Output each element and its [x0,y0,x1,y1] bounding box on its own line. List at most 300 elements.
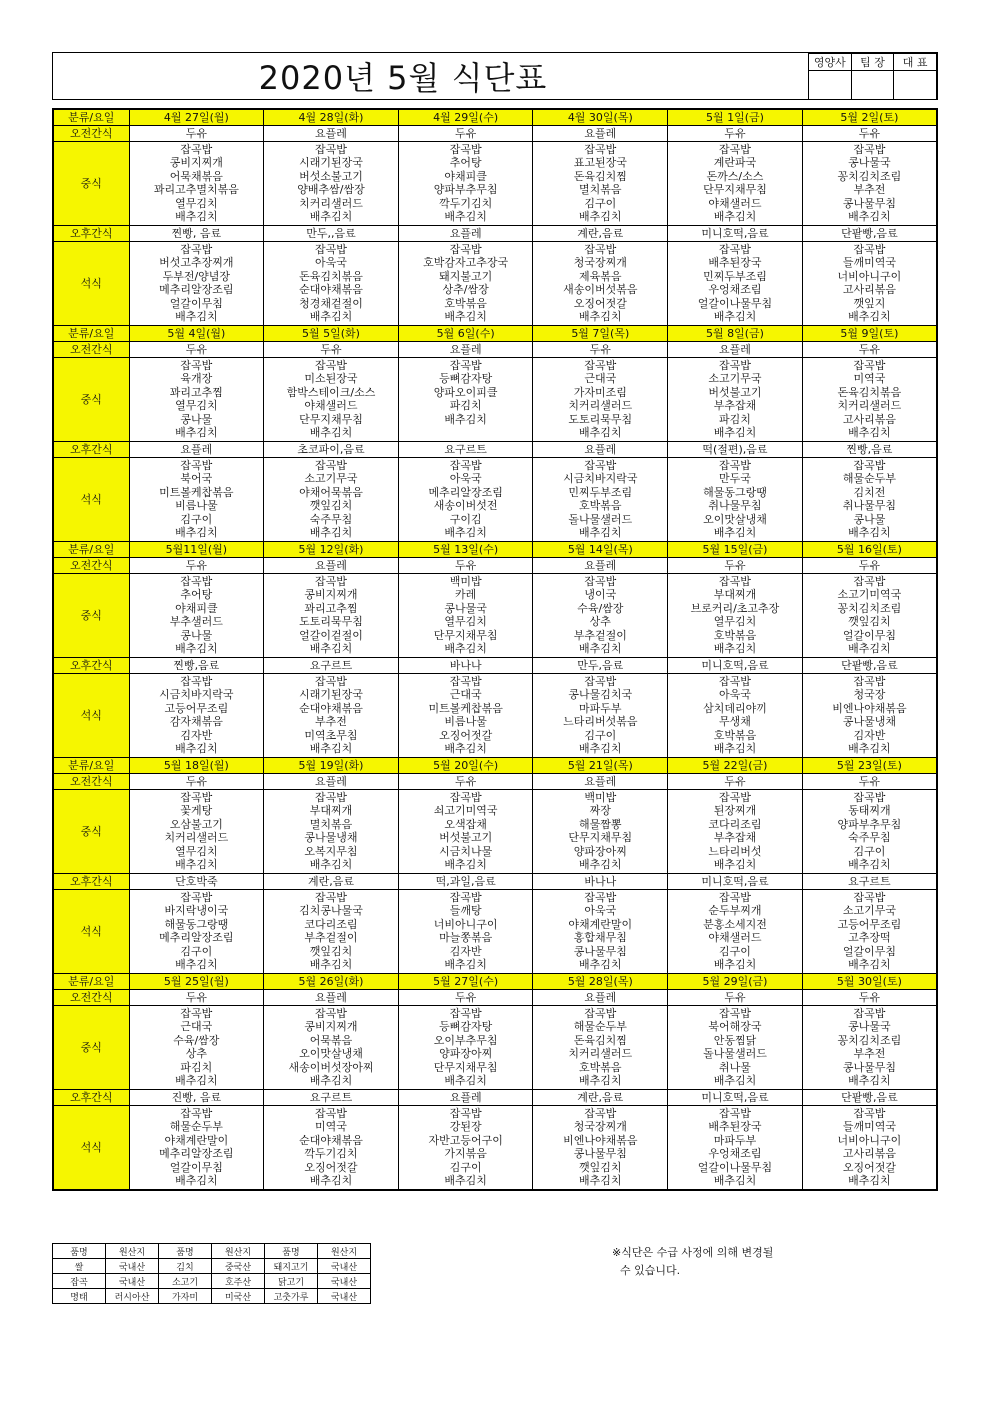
menu-item: 잡곡밥 [853,891,886,904]
menu-item: 아욱국 [584,904,617,918]
menu-item: 열무김치 [175,399,218,413]
menu-item: 잡곡밥 [853,359,886,372]
snack-cell: 두유 [129,774,264,790]
menu-item: 시금치바지락국 [159,688,234,702]
menu-item: 숙주무침 [309,512,353,526]
menu-item: 배추김치 [309,741,353,755]
day-header: 5월 29일(금) [668,974,803,990]
menu-item: 느타리버섯볶음 [563,715,638,729]
menu-item: 배추김치 [713,957,757,971]
menu-item: 고추장떡 [848,931,891,945]
week-header-row [53,326,937,342]
snack-cell: 요구르트 [264,1090,399,1106]
meal-cell [802,142,937,226]
menu-item: 배추김치 [444,1173,487,1187]
meal-cell [668,890,803,974]
menu-item: 꽈리고추찜 [304,601,358,615]
menu-item: 부추샐러드 [169,615,223,629]
meal-cell [802,574,937,658]
menu-item: 돈육김치볶음 [299,269,363,283]
menu-item: 민찌두부조림 [703,269,767,283]
menu-item: 꽁치김치조림 [837,169,902,183]
menu-item: 마파두부 [579,701,622,715]
am-snack-label: 오전간식 [53,990,129,1006]
menu-item: 배추김치 [848,741,891,755]
menu-item: 너비아니구이 [837,1133,902,1147]
menu-item: 파김치 [180,1060,213,1074]
am-snack-row [53,342,937,358]
menu-item: 잡곡밥 [584,359,617,372]
origin-cell: 국내산 [106,1274,159,1289]
menu-item: 시금치나물 [439,844,493,858]
origin-cell: 미국산 [212,1289,265,1304]
menu-item: 미역국 [853,372,886,386]
snack-cell: 두유 [398,558,533,574]
menu-item: 꽁치김치조림 [837,1033,902,1047]
menu-item: 야채샐러드 [304,399,358,413]
menu-item: 잡곡밥 [315,675,347,688]
menu-table [52,108,938,1191]
menu-item: 새송이버섯볶음 [563,283,638,297]
origin-row [53,1259,371,1274]
menu-item: 버섯불고기 [439,831,493,845]
snack-cell: 요플레 [398,1090,533,1106]
menu-item: 배추김치 [309,857,353,871]
menu-item: 해물동그랑땡 [164,917,229,931]
snack-cell: 바나나 [398,658,533,674]
origin-cell: 가자미 [159,1289,212,1304]
menu-item: 깻잎김치 [848,615,891,629]
origin-header-cell: 품명 [159,1244,212,1259]
meal-cell [398,790,533,874]
menu-item: 열무김치 [444,615,487,629]
menu-item: 등뼈감자탕 [439,372,493,386]
meal-cell [668,242,803,326]
menu-item: 청국장 [853,688,886,702]
menu-item: 양파장아찌 [439,1047,493,1061]
menu-item: 단무지채무침 [568,831,633,845]
menu-item: 미트볼케찹볶음 [428,701,503,715]
meal-cell [668,458,803,542]
menu-item: 근대국 [180,1020,213,1034]
menu-item: 수육/쌈장 [577,601,624,615]
menu-item: 배추김치 [444,1073,487,1087]
menu-item: 돈까스/소스 [706,169,764,183]
meal-cell [802,890,937,974]
menu-item: 계란파국 [713,156,757,170]
menu-item: 배추김치 [175,525,218,539]
meal-cell [802,1006,937,1090]
meal-cell [264,1106,399,1191]
snack-cell: 계란,음료 [533,1090,668,1106]
menu-item: 돈육김치찜 [573,169,627,183]
menu-item: 파김치 [449,399,482,413]
menu-item: 잡곡밥 [853,1107,886,1120]
snack-cell: 두유 [129,126,264,142]
snack-cell: 계란,음료 [264,874,399,890]
menu-item: 열무김치 [175,196,218,210]
menu-item: 깻잎김치 [309,944,353,958]
menu-item: 배추김치 [579,209,622,223]
lunch-row [53,574,937,658]
meal-cell [802,458,937,542]
menu-item: 부추잡채 [713,831,757,845]
day-header: 5월 15일(금) [668,542,803,558]
category-label: 분류/요일 [53,758,129,774]
meal-cell [533,142,668,226]
pm-snack-label: 오후간식 [53,874,129,890]
menu-item: 상추/쌈장 [442,283,489,297]
menu-item: 잡곡밥 [853,143,886,156]
menu-item: 소고기무국 [304,472,358,486]
meal-cell [398,1006,533,1090]
menu-item: 고등어무조림 [164,701,229,715]
menu-item: 배추김치 [579,641,622,655]
menu-item: 가자미조림 [573,385,627,399]
menu-item: 배추김치 [713,425,757,439]
menu-item: 배추김치 [444,525,487,539]
menu-item: 돌나물샐러드 [703,1047,767,1061]
menu-item: 김치콩나물국 [299,904,363,918]
menu-item: 김구이 [584,196,617,210]
snack-cell: 두유 [668,774,803,790]
origin-header-row [53,1244,371,1259]
menu-item: 배추김치 [713,857,757,871]
menu-item: 미트볼케찹볶음 [159,485,234,499]
meal-cell [129,574,264,658]
menu-item: 홍합채무침 [573,931,627,945]
menu-item: 배추김치 [579,1173,622,1187]
meal-cell [398,458,533,542]
menu-item: 배추김치 [175,425,218,439]
snack-cell: 만두,음료 [533,658,668,674]
menu-item: 순대야채볶음 [299,1133,363,1147]
origin-cell: 호주산 [212,1274,265,1289]
menu-item: 부추잡채 [713,399,757,413]
menu-item: 야채샐러드 [708,196,762,210]
day-header: 5월 12일(화) [264,542,399,558]
origin-cell: 쌀 [53,1259,106,1274]
menu-item: 배추김치 [444,412,487,426]
day-header: 5월 28일(목) [533,974,668,990]
menu-item: 마파두부 [713,1133,757,1147]
origin-cell: 중국산 [212,1259,265,1274]
menu-item: 콩나물무침 [573,1147,627,1161]
meal-cell [129,142,264,226]
menu-item: 소고기미역국 [837,588,902,602]
menu-item: 호박볶음 [713,728,757,742]
menu-item: 오징어젓갈 [304,1160,358,1174]
menu-item: 배추김치 [309,957,353,971]
day-header: 5월 13일(수) [398,542,533,558]
menu-item: 잡곡밥 [180,143,213,156]
menu-item: 북어국 [180,472,213,486]
day-header: 5월 14일(목) [533,542,668,558]
menu-item: 야채샐러드 [708,931,762,945]
menu-item: 잡곡밥 [853,575,886,588]
menu-item: 잡곡밥 [180,575,213,588]
menu-item: 된장찌개 [713,804,757,818]
menu-item: 메추리알장조림 [428,485,503,499]
menu-item: 청국장찌개 [573,1120,627,1134]
meal-cell [264,1006,399,1090]
menu-item: 콩나물무침 [842,1060,896,1074]
day-header: 4월 30일(목) [533,109,668,126]
menu-item: 콩나물냉채 [304,831,358,845]
menu-item: 너비아니구이 [433,917,498,931]
menu-item: 잡곡밥 [719,891,751,904]
week-header-row [53,542,937,558]
meal-cell [398,358,533,442]
menu-item: 단무지채무침 [703,183,767,197]
menu-item: 동태찌개 [848,804,891,818]
menu-item: 양파오이피클 [433,385,498,399]
menu-item: 김구이 [853,844,886,858]
menu-item: 양파장아찌 [573,844,627,858]
menu-item: 김구이 [449,1160,482,1174]
menu-item: 코다리조림 [304,917,358,931]
menu-item: 깍두기김치 [304,1147,358,1161]
menu-item: 순대야채볶음 [299,283,363,297]
menu-item: 쇠고기미역국 [433,804,498,818]
menu-item: 새송이버섯전 [433,499,498,513]
menu-item: 야채계란말이 [164,1133,229,1147]
lunch-label: 중식 [53,358,129,442]
menu-item: 얼갈이무침 [842,628,896,642]
day-header: 5월 16일(토) [802,542,937,558]
menu-item: 구이김 [449,512,482,526]
menu-item: 들깨탕 [449,904,482,918]
menu-item: 꽃게탕 [180,804,213,818]
menu-item: 상추 [589,615,611,629]
menu-item: 배추김치 [579,857,622,871]
dinner-label: 석식 [53,674,129,758]
day-header: 5월 9일(토) [802,326,937,342]
snack-cell: 두유 [129,558,264,574]
menu-item: 고사리볶음 [842,412,896,426]
snack-cell: 요플레 [264,126,399,142]
menu-item: 얼갈이나물무침 [697,296,773,310]
menu-item: 잡곡밥 [180,1107,213,1120]
menu-item: 고사리볶음 [842,1147,896,1161]
menu-item: 치커리샐러드 [568,399,633,413]
menu-item: 버섯소불고기 [299,169,363,183]
menu-item: 깻잎김치 [579,1160,622,1174]
approval-sign-dietitian [809,71,852,100]
menu-item: 잡곡밥 [449,891,482,904]
menu-item: 강된장 [449,1120,482,1134]
menu-item: 들깨미역국 [842,256,896,270]
menu-item: 배추김치 [444,957,487,971]
snack-cell: 요플레 [533,990,668,1006]
menu-item: 느타리버섯 [708,844,762,858]
meal-cell [129,1106,264,1191]
menu-item: 해물동그랑땡 [703,485,767,499]
snack-cell: 미니호떡,음료 [668,226,803,242]
menu-item: 치커리샐러드 [299,196,363,210]
snack-cell: 떡,과일,음료 [398,874,533,890]
day-header: 5월 27일(수) [398,974,533,990]
menu-item: 감자채볶음 [169,715,223,729]
snack-cell: 두유 [802,990,937,1006]
menu-item: 잡곡밥 [853,675,886,688]
menu-item: 파김치 [719,412,751,426]
menu-item: 아욱국 [449,472,482,486]
menu-item: 잡곡밥 [719,675,751,688]
am-snack-label: 오전간식 [53,774,129,790]
snack-cell: 요플레 [264,558,399,574]
menu-item: 잡곡밥 [719,1007,751,1020]
menu-item: 미역초무침 [304,728,358,742]
menu-item: 배추김치 [175,209,218,223]
am-snack-row [53,126,937,142]
menu-item: 잡곡밥 [449,791,482,804]
menu-item: 콩나물무침 [842,196,896,210]
menu-item: 브로커리/초고추장 [690,601,780,615]
meal-cell [668,574,803,658]
am-snack-label: 오전간식 [53,126,129,142]
menu-item: 잡곡밥 [719,243,751,256]
menu-item: 배추김치 [848,425,891,439]
menu-item: 잡곡밥 [449,143,482,156]
meal-cell [668,1106,803,1191]
menu-item: 백미밥 [584,791,617,804]
menu-item: 카레 [455,588,477,602]
approval-label-ceo: 대 표 [894,54,937,71]
day-header: 4월 27일(월) [129,109,264,126]
menu-item: 잡곡밥 [449,243,482,256]
approval-label-dietitian: 영양사 [809,54,852,71]
menu-item: 잡곡밥 [719,143,751,156]
meal-cell [129,358,264,442]
day-header: 5월 19일(화) [264,758,399,774]
snack-cell: 요플레 [668,342,803,358]
menu-item: 오징어젓갈 [573,296,627,310]
week-header-row [53,974,937,990]
menu-item: 바지락냉이국 [164,904,229,918]
menu-item: 잡곡밥 [315,791,347,804]
origin-cell: 국내산 [106,1259,159,1274]
lunch-label: 중식 [53,1006,129,1090]
origin-table [52,1243,371,1304]
menu-item: 깻잎지 [853,296,886,310]
dinner-label: 석식 [53,458,129,542]
menu-item: 잡곡밥 [584,675,617,688]
menu-item: 콩비지찌개 [304,588,358,602]
approval-sign-ceo [894,71,937,100]
origin-cell: 고춧가루 [265,1289,318,1304]
menu-item: 호박볶음 [713,628,757,642]
approval-table [808,53,937,100]
lunch-row [53,790,937,874]
meal-cell [668,1006,803,1090]
menu-item: 호박볶음 [579,1060,622,1074]
menu-item: 얼갈이무침 [169,1160,223,1174]
menu-item: 취나물무침 [708,499,762,513]
snack-cell: 미니호떡,음료 [668,1090,803,1106]
category-label: 분류/요일 [53,326,129,342]
lunch-row [53,142,937,226]
day-header: 5월 7일(목) [533,326,668,342]
meal-cell [129,790,264,874]
menu-item: 해물순두부 [573,1020,627,1034]
snack-cell: 찐빵,음료 [802,442,937,458]
meal-cell [264,142,399,226]
menu-item: 얼갈이나물무침 [697,1160,773,1174]
day-header: 5월 21일(목) [533,758,668,774]
menu-item: 비엔나야채볶음 [832,701,907,715]
menu-item: 버섯불고기 [708,385,762,399]
menu-item: 김자반 [449,944,482,958]
day-header: 5월11일(월) [129,542,264,558]
day-header: 5월 22일(금) [668,758,803,774]
menu-item: 부추전 [853,1047,886,1061]
menu-item: 소고기무국 [842,904,896,918]
menu-item: 양파부추무침 [433,183,498,197]
menu-item: 꽈리고추찜 [169,385,223,399]
pm-snack-row [53,1090,937,1106]
menu-item: 배추김치 [848,525,891,539]
menu-item: 잡곡밥 [315,1107,347,1120]
menu-item: 배추김치 [579,425,622,439]
menu-item: 오징어젓갈 [439,728,493,742]
menu-item: 콩나물국 [444,601,487,615]
menu-item: 아욱국 [719,688,751,702]
snack-cell: 계란,음료 [533,226,668,242]
menu-item: 잡곡밥 [719,1107,751,1120]
origin-header-cell: 품명 [265,1244,318,1259]
meal-cell [802,242,937,326]
meal-cell [129,674,264,758]
menu-item: 배추김치 [713,1173,757,1187]
meal-cell [533,1106,668,1191]
menu-item: 비엔나야채볶음 [563,1133,638,1147]
notice-line: ※식단은 수급 사정에 의해 변경될 [612,1246,774,1259]
snack-cell: 단팥빵,음료 [802,658,937,674]
am-snack-row [53,990,937,1006]
menu-item: 추어탕 [180,588,213,602]
page-title: 2020년 5월 식단표 [258,59,548,97]
menu-item: 배추김치 [309,209,353,223]
menu-item: 배추김치 [848,957,891,971]
menu-item: 배추김치 [175,741,218,755]
menu-item: 잡곡밥 [180,243,213,256]
origin-header-cell: 품명 [53,1244,106,1259]
meal-cell [129,1006,264,1090]
menu-item: 시래기된장국 [299,156,363,170]
menu-item: 잡곡밥 [584,459,617,472]
category-label: 분류/요일 [53,974,129,990]
menu-item: 깍두기김치 [439,196,493,210]
pm-snack-row [53,226,937,242]
menu-item: 치커리샐러드 [568,1047,633,1061]
week-header-row [53,109,937,126]
menu-item: 잡곡밥 [584,143,617,156]
day-header: 4월 29일(수) [398,109,533,126]
menu-item: 들깨미역국 [842,1120,896,1134]
menu-item: 배추김치 [713,641,757,655]
menu-item: 잡곡밥 [584,1007,617,1020]
meal-cell [668,142,803,226]
menu-item: 추어탕 [449,156,482,170]
menu-item: 미소된장국 [304,372,358,386]
menu-item: 배추김치 [848,209,891,223]
menu-item: 잡곡밥 [315,575,347,588]
menu-item: 메추리알장조림 [159,931,234,945]
menu-item: 야채어묵볶음 [299,485,363,499]
menu-item: 백미밥 [449,575,482,588]
meal-cell [668,790,803,874]
